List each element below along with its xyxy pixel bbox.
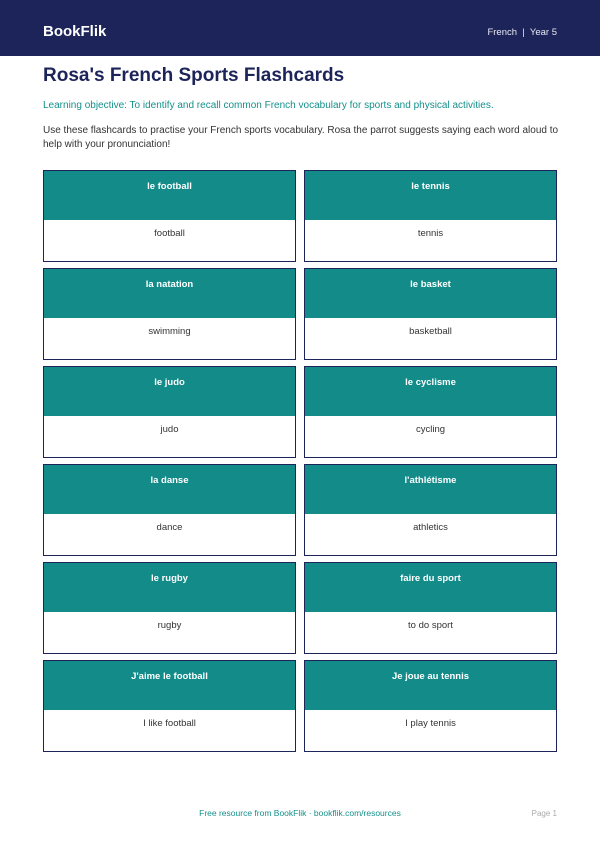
flashcard-english: swimming (148, 326, 191, 337)
flashcard-french: la danse (44, 465, 295, 514)
flashcard-french: J'aime le football (44, 661, 295, 710)
flashcard-english: basketball (409, 326, 452, 337)
subject-year-label: French | Year 5 (487, 27, 557, 38)
flashcard-french: la natation (44, 269, 295, 318)
flashcard[interactable] (43, 366, 296, 458)
page-title: Rosa's French Sports Flashcards (43, 65, 345, 86)
flashcard-french: l'athlétisme (305, 465, 556, 514)
flashcard-french: le football (44, 171, 295, 220)
flashcard[interactable] (43, 268, 296, 360)
flashcard-english: athletics (413, 522, 448, 533)
flashcard[interactable] (304, 464, 557, 556)
learning-objective: Learning objective: To identify and recall common French vocabulary for sports and physical activities. (43, 100, 494, 111)
flashcard[interactable] (304, 660, 557, 752)
flashcard-english: judo (160, 424, 179, 435)
flashcard-english: I play tennis (405, 718, 456, 729)
flashcard[interactable] (304, 170, 557, 262)
flashcard-english: to do sport (408, 620, 453, 631)
flashcard[interactable] (43, 464, 296, 556)
flashcard-french: le tennis (305, 171, 556, 220)
footer-link[interactable]: Free resource from BookFlik · bookflik.com/resources (199, 808, 401, 818)
flashcard-grid (43, 170, 557, 752)
flashcard-french: le judo (44, 367, 295, 416)
flashcard[interactable] (304, 366, 557, 458)
flashcard[interactable] (304, 268, 557, 360)
flashcard-french: Je joue au tennis (305, 661, 556, 710)
flashcard[interactable] (43, 170, 296, 262)
flashcard-english: cycling (415, 424, 446, 435)
header-bar (0, 0, 600, 56)
flashcard-french: faire du sport (305, 563, 556, 612)
flashcard-english: tennis (417, 228, 444, 239)
flashcard[interactable] (43, 562, 296, 654)
flashcard-english: I like football (143, 718, 196, 729)
flashcard-french: le rugby (44, 563, 295, 612)
flashcard-french: le cyclisme (305, 367, 556, 416)
flashcard[interactable] (304, 562, 557, 654)
flashcard-english: dance (156, 522, 183, 533)
page-number: Page 1 (531, 809, 557, 818)
flashcard-french: le basket (305, 269, 556, 318)
intro-text: Use these flashcards to practise your French sports vocabulary. Rosa the parrot suggests saying each word aloud to help with your pronunciation! (43, 125, 559, 150)
flashcard-english: football (154, 228, 185, 239)
flashcard[interactable] (43, 660, 296, 752)
brand-logo[interactable]: BookFlik (43, 23, 107, 40)
flashcard-english: rugby (157, 620, 182, 631)
